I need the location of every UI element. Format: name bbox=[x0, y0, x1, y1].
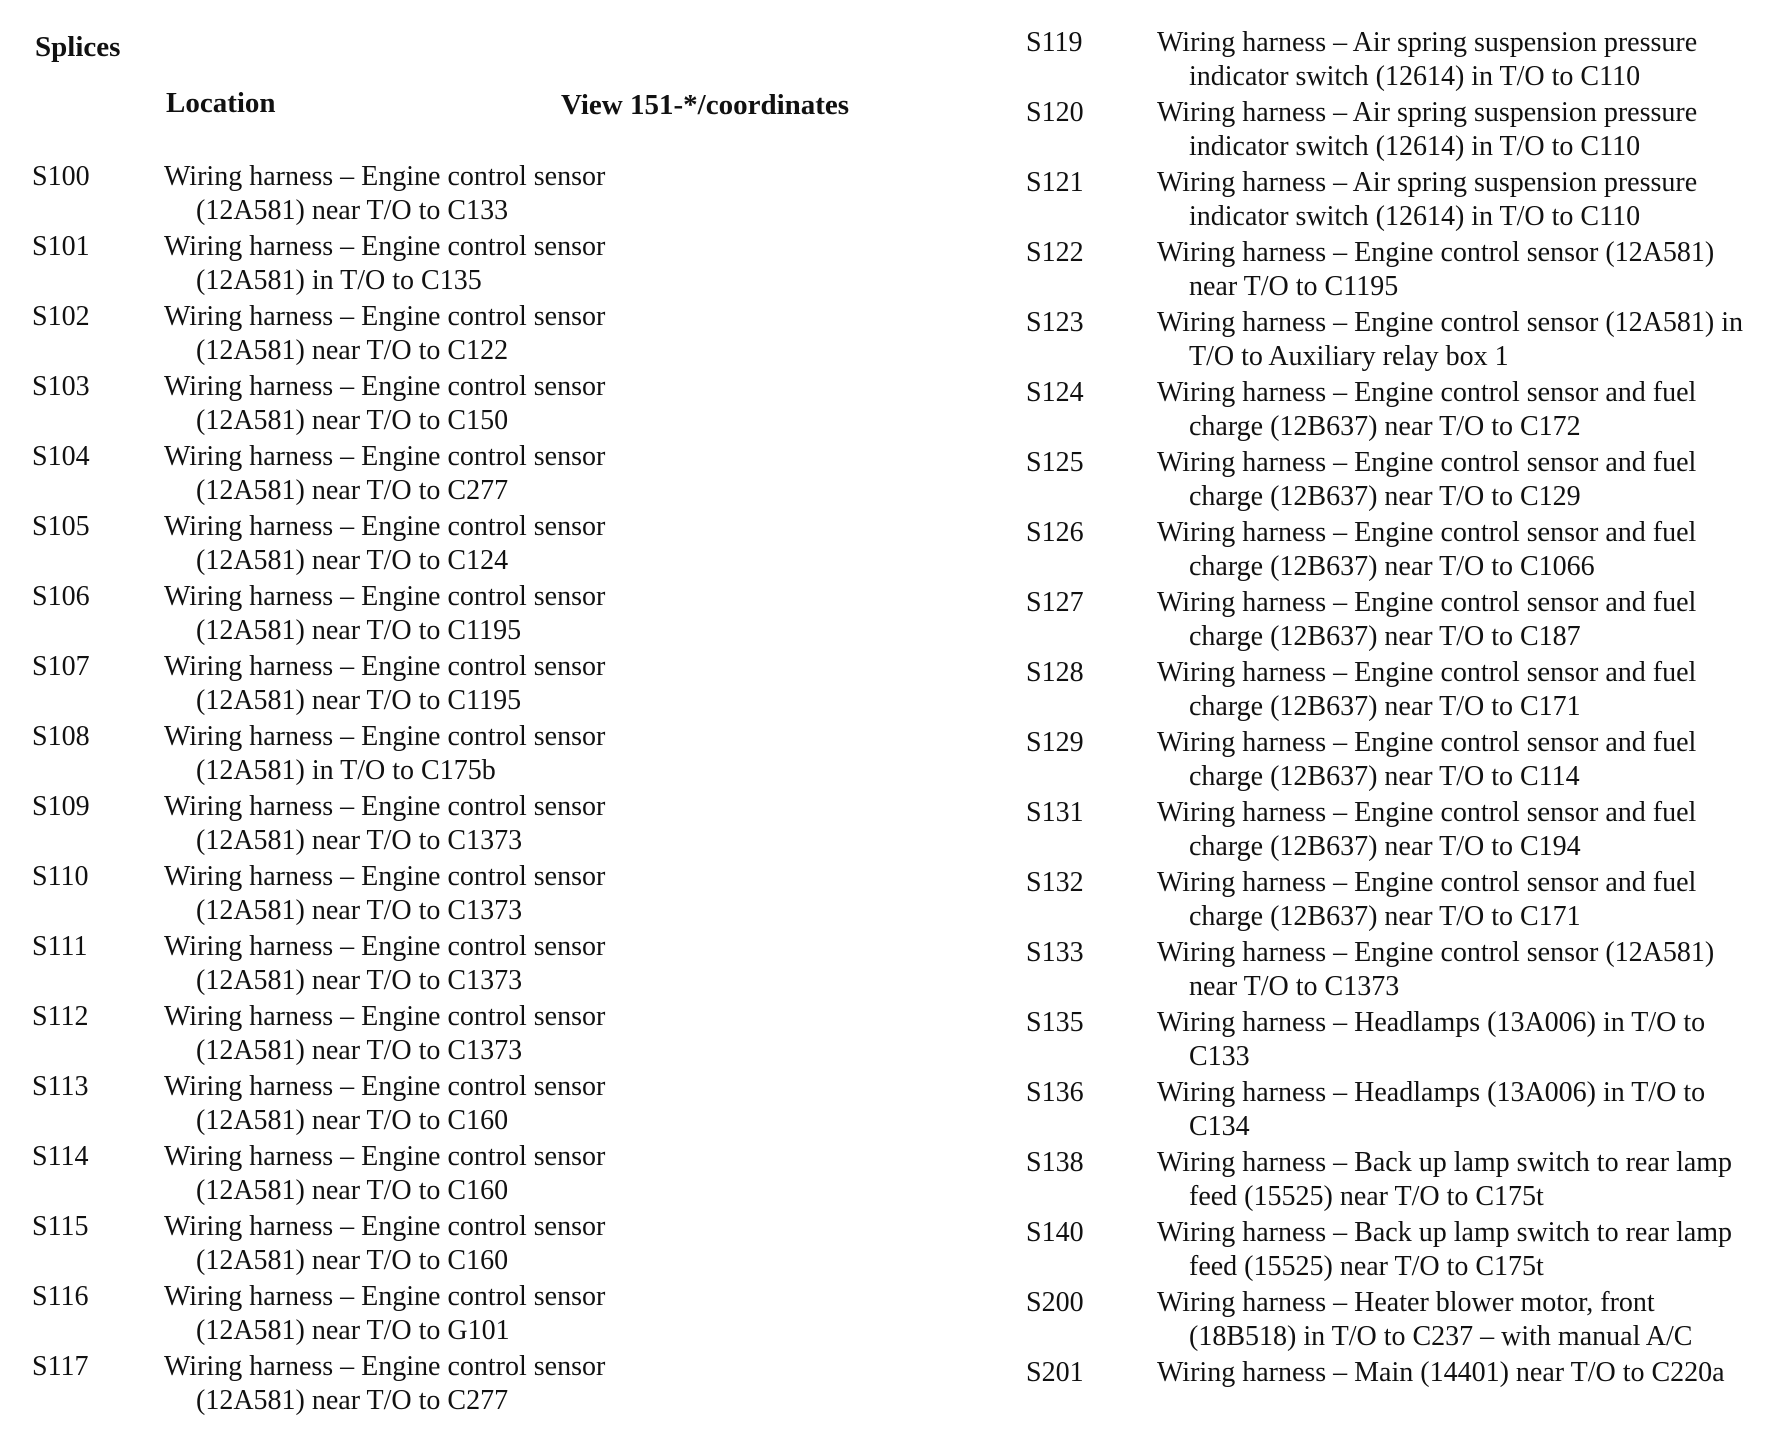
splice-location: Wiring harness – Engine control sensor and fuel charge (12B637) near T/O to C194 bbox=[1157, 797, 1697, 862]
splice-code: S140 bbox=[1026, 1217, 1084, 1248]
splice-location: Wiring harness – Engine control sensor (12A581) near T/O to C133 bbox=[164, 161, 606, 226]
splice-code: S113 bbox=[32, 1071, 89, 1102]
splice-code: S136 bbox=[1026, 1077, 1084, 1108]
splice-location: Wiring harness – Engine control sensor and fuel charge (12B637) near T/O to C187 bbox=[1157, 587, 1697, 652]
splice-code: S127 bbox=[1026, 587, 1084, 618]
splice-code: S131 bbox=[1026, 797, 1084, 828]
splice-location: Wiring harness – Engine control sensor (12A581) near T/O to C124 bbox=[164, 511, 606, 576]
splice-location: Wiring harness – Back up lamp switch to rear lamp feed (15525) near T/O to C175t bbox=[1157, 1217, 1733, 1282]
splice-location: Wiring harness – Engine control sensor (12A581) near T/O to C277 bbox=[164, 1351, 606, 1416]
splice-code: S102 bbox=[32, 301, 90, 332]
view-column-header: View 151-*/coordinates bbox=[561, 89, 850, 121]
splice-code: S114 bbox=[32, 1141, 89, 1172]
splice-code: S111 bbox=[32, 931, 88, 962]
splice-code: S123 bbox=[1026, 307, 1084, 338]
splice-code: S110 bbox=[32, 861, 89, 892]
splice-location: Wiring harness – Engine control sensor (12A581) in T/O to C135 bbox=[164, 231, 606, 296]
splice-location: Wiring harness – Engine control sensor (12A581) in T/O to Auxiliary relay box 1 bbox=[1157, 307, 1743, 372]
splice-location: Wiring harness – Engine control sensor and fuel charge (12B637) near T/O to C114 bbox=[1157, 727, 1697, 792]
splice-location: Wiring harness – Engine control sensor (12A581) near T/O to C1373 bbox=[164, 861, 606, 926]
splice-location: Wiring harness – Main (14401) near T/O to C220a bbox=[1157, 1357, 1725, 1388]
splice-location: Wiring harness – Engine control sensor (12A581) near T/O to C1195 bbox=[164, 581, 606, 646]
splice-code: S126 bbox=[1026, 517, 1084, 548]
splice-code: S116 bbox=[32, 1281, 89, 1312]
splice-location: Wiring harness – Air spring suspension pressure indicator switch (12614) in T/O to C110 bbox=[1157, 167, 1698, 232]
splice-location: Wiring harness – Engine control sensor (12A581) near T/O to C1373 bbox=[164, 1001, 606, 1066]
splice-location: Wiring harness – Engine control sensor (12A581) near T/O to C160 bbox=[164, 1141, 606, 1206]
splice-location: Wiring harness – Engine control sensor (12A581) near T/O to G101 bbox=[164, 1281, 606, 1346]
splice-code: S135 bbox=[1026, 1007, 1084, 1038]
splice-location: Wiring harness – Air spring suspension pressure indicator switch (12614) in T/O to C110 bbox=[1157, 97, 1698, 162]
splice-code: S103 bbox=[32, 371, 90, 402]
splice-code: S112 bbox=[32, 1001, 89, 1032]
splice-location: Wiring harness – Engine control sensor (12A581) near T/O to C1373 bbox=[164, 931, 606, 996]
splice-code: S201 bbox=[1026, 1357, 1084, 1388]
splices-title: Splices bbox=[35, 31, 121, 63]
splice-code: S128 bbox=[1026, 657, 1084, 688]
splice-location: Wiring harness – Engine control sensor (12A581) near T/O to C277 bbox=[164, 441, 606, 506]
splice-code: S108 bbox=[32, 721, 90, 752]
splice-code: S115 bbox=[32, 1211, 89, 1242]
splice-location: Wiring harness – Engine control sensor and fuel charge (12B637) near T/O to C171 bbox=[1157, 867, 1697, 932]
splice-location: Wiring harness – Engine control sensor (12A581) near T/O to C1195 bbox=[1157, 237, 1715, 302]
splice-code: S122 bbox=[1026, 237, 1084, 268]
splice-code: S124 bbox=[1026, 377, 1084, 408]
splice-location: Wiring harness – Headlamps (13A006) in T/O to C134 bbox=[1157, 1077, 1706, 1142]
splice-location: Wiring harness – Engine control sensor (12A581) near T/O to C1373 bbox=[164, 791, 606, 856]
splice-location: Wiring harness – Air spring suspension pressure indicator switch (12614) in T/O to C110 bbox=[1157, 27, 1698, 92]
splice-location: Wiring harness – Engine control sensor (12A581) near T/O to C150 bbox=[164, 371, 606, 436]
splice-code: S106 bbox=[32, 581, 90, 612]
splice-location: Wiring harness – Engine control sensor and fuel charge (12B637) near T/O to C172 bbox=[1157, 377, 1697, 442]
splice-location: Wiring harness – Engine control sensor and fuel charge (12B637) near T/O to C1066 bbox=[1157, 517, 1697, 582]
splice-location: Wiring harness – Back up lamp switch to rear lamp feed (15525) near T/O to C175t bbox=[1157, 1147, 1733, 1212]
splice-code: S105 bbox=[32, 511, 90, 542]
splice-code: S121 bbox=[1026, 167, 1084, 198]
splice-code: S129 bbox=[1026, 727, 1084, 758]
splice-code: S104 bbox=[32, 441, 90, 472]
splice-location: Wiring harness – Engine control sensor (12A581) near T/O to C122 bbox=[164, 301, 606, 366]
splice-code: S119 bbox=[1026, 27, 1083, 58]
splice-location: Wiring harness – Engine control sensor (12A581) in T/O to C175b bbox=[164, 721, 606, 786]
splice-code: S125 bbox=[1026, 447, 1084, 478]
splice-location: Wiring harness – Engine control sensor (12A581) near T/O to C1373 bbox=[1157, 937, 1715, 1002]
splice-location: Wiring harness – Engine control sensor (12A581) near T/O to C160 bbox=[164, 1071, 606, 1136]
splice-code: S101 bbox=[32, 231, 90, 262]
splice-code: S109 bbox=[32, 791, 90, 822]
splice-location: Wiring harness – Headlamps (13A006) in T/O to C133 bbox=[1157, 1007, 1706, 1072]
splice-code: S117 bbox=[32, 1351, 89, 1382]
splice-location: Wiring harness – Engine control sensor and fuel charge (12B637) near T/O to C129 bbox=[1157, 447, 1697, 512]
splice-code: S133 bbox=[1026, 937, 1084, 968]
splice-code: S200 bbox=[1026, 1287, 1084, 1318]
splice-code: S138 bbox=[1026, 1147, 1084, 1178]
splice-location: Wiring harness – Engine control sensor (12A581) near T/O to C160 bbox=[164, 1211, 606, 1276]
splice-location: Wiring harness – Heater blower motor, front (18B518) in T/O to C237 – with manual A/C bbox=[1157, 1287, 1693, 1352]
splice-location: Wiring harness – Engine control sensor and fuel charge (12B637) near T/O to C171 bbox=[1157, 657, 1697, 722]
location-column-header: Location bbox=[166, 87, 276, 119]
splice-code: S132 bbox=[1026, 867, 1084, 898]
splice-location: Wiring harness – Engine control sensor (12A581) near T/O to C1195 bbox=[164, 651, 606, 716]
splice-code: S107 bbox=[32, 651, 90, 682]
splice-code: S100 bbox=[32, 161, 90, 192]
splice-code: S120 bbox=[1026, 97, 1084, 128]
